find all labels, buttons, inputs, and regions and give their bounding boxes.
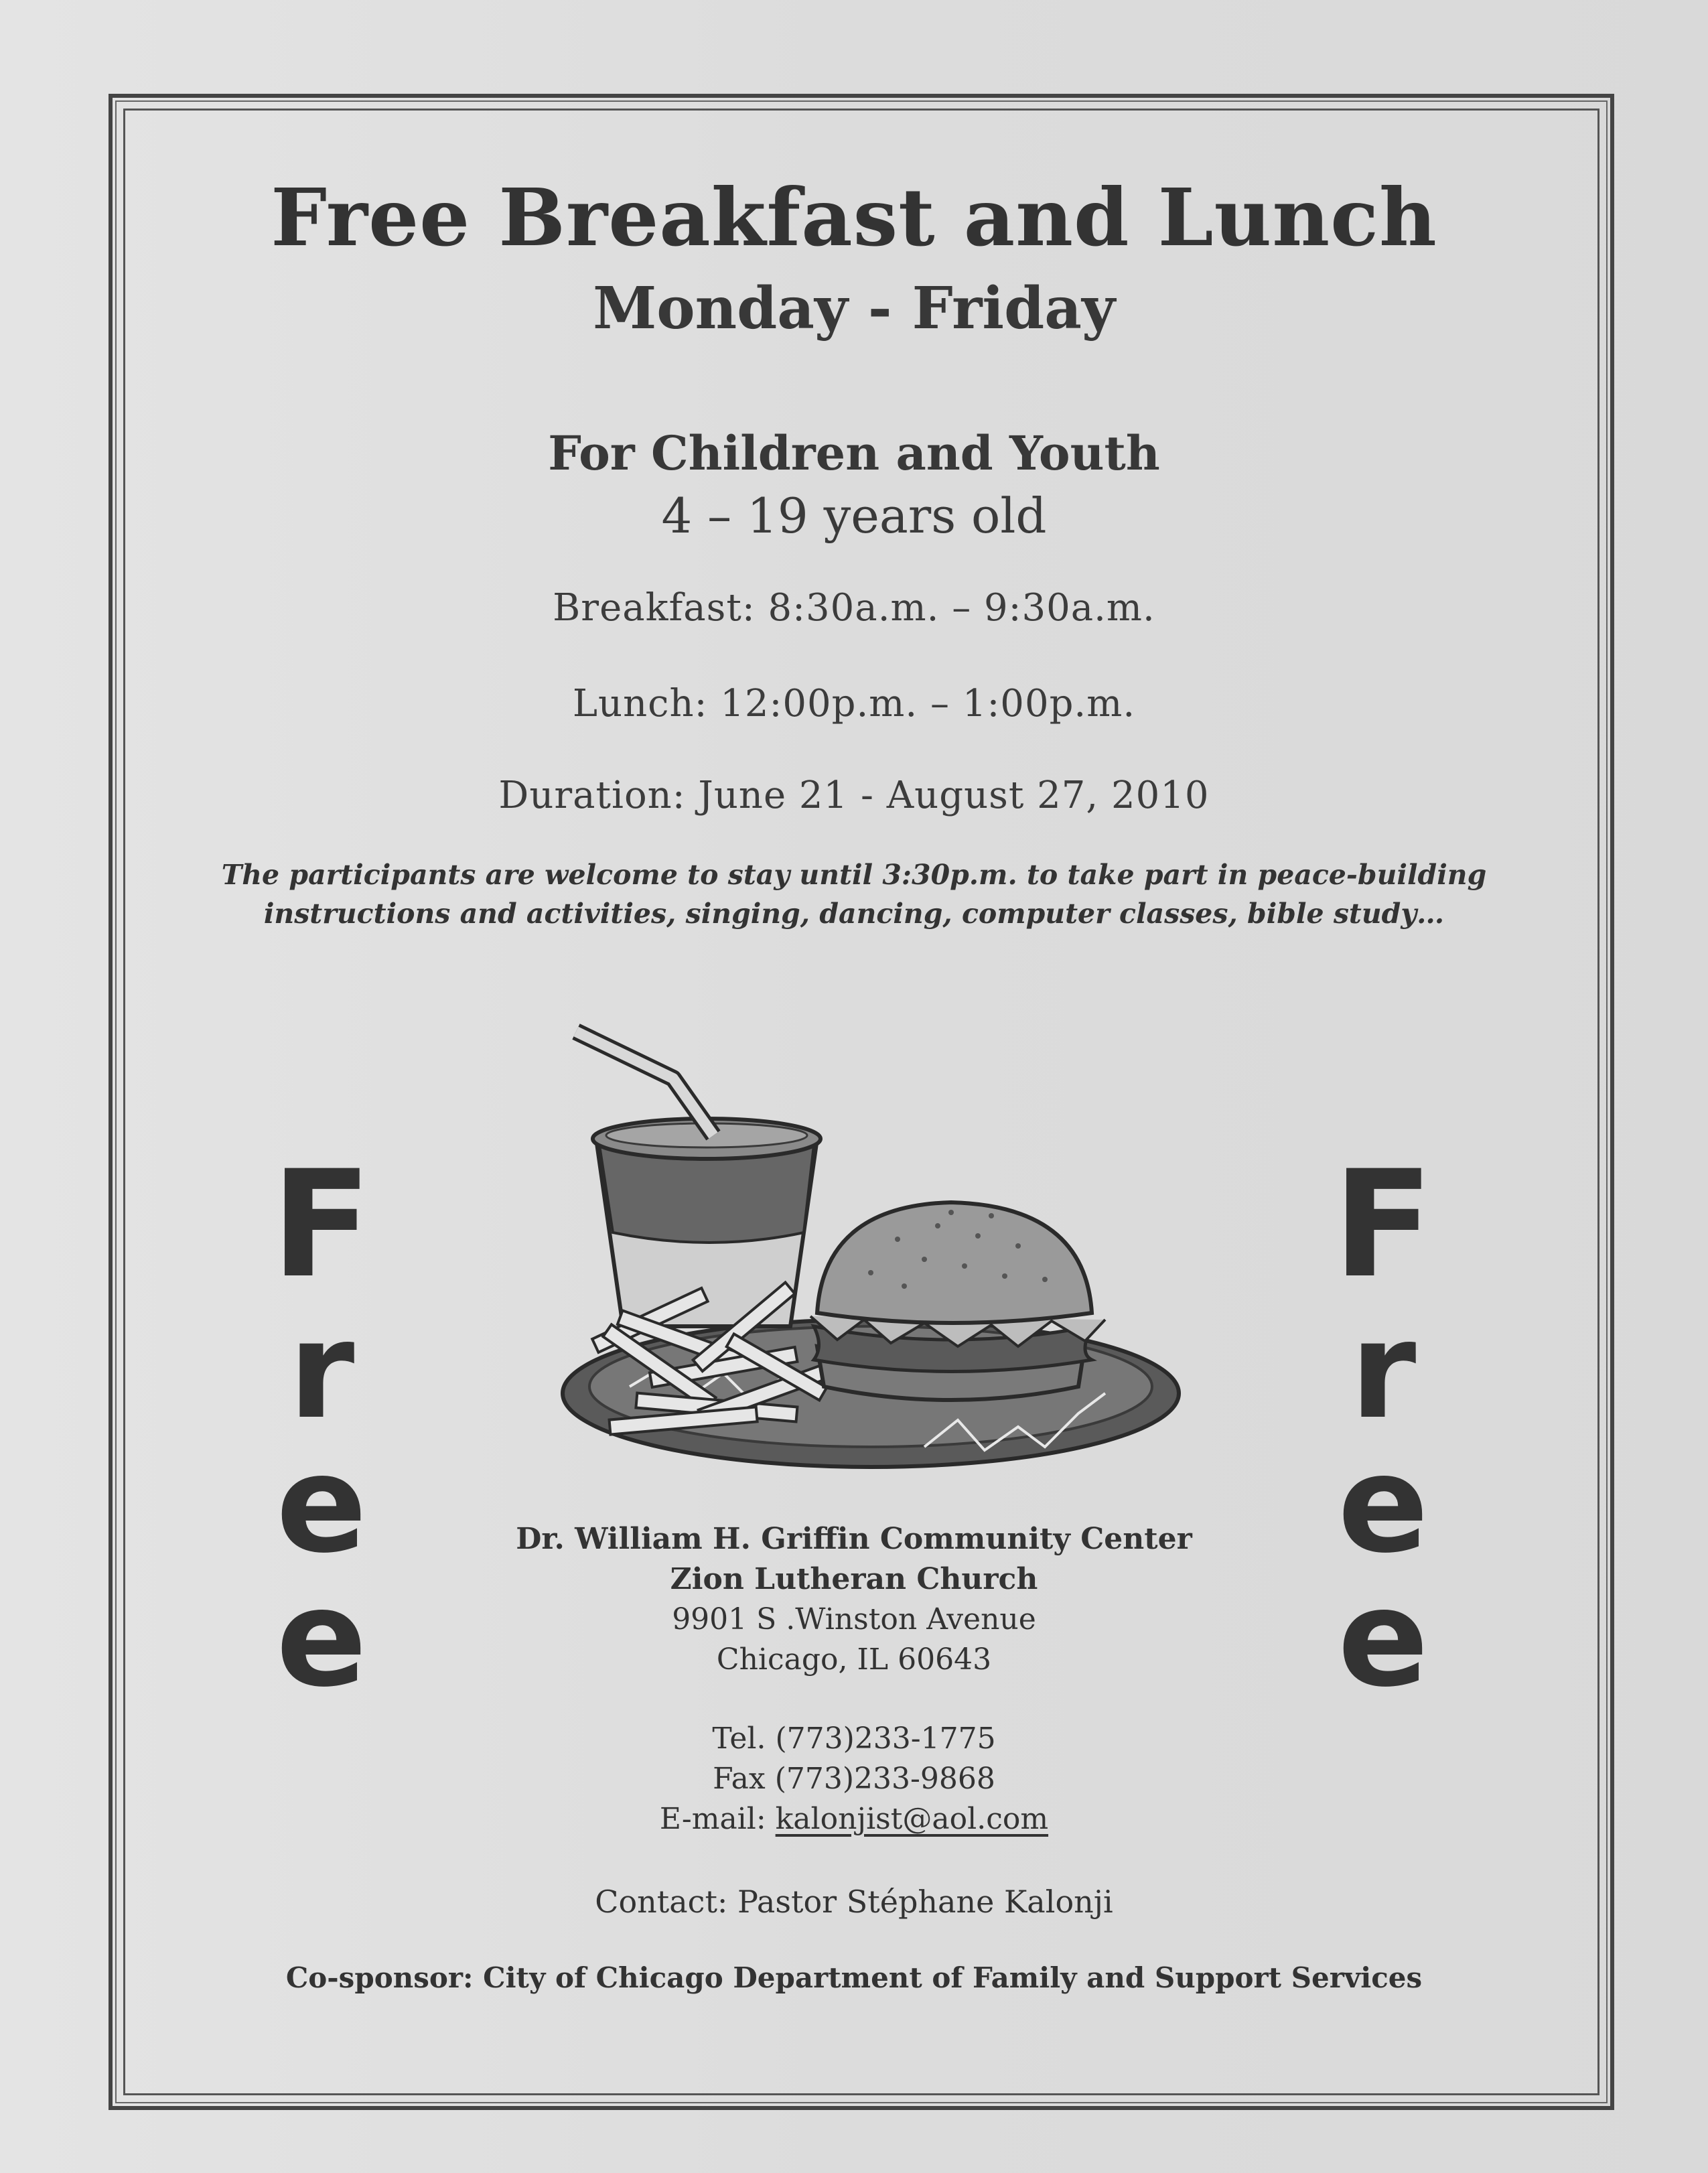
free-right-letter-e1: e <box>1338 1427 1429 1583</box>
email-line <box>0 1802 1708 1836</box>
audience-heading: For Children and Youth <box>548 425 1160 481</box>
cosponsor-line: Co-sponsor: City of Chicago Department of Family and Support Services <box>285 1961 1423 1994</box>
activities-note-line-1: The participants are welcome to stay until 3:30p.m. to take part in peace-building <box>221 859 1487 891</box>
city-state-zip: Chicago, IL 60643 <box>716 1642 992 1677</box>
venue-name: Dr. William H. Griffin Community Center <box>516 1522 1192 1556</box>
flyer-title: Free Breakfast and Lunch <box>271 171 1437 264</box>
free-left-letter-e1: e <box>276 1427 367 1583</box>
free-right-letter-e2: e <box>1338 1561 1429 1717</box>
days-subtitle: Monday - Friday <box>593 275 1115 342</box>
free-left-letter-r: r <box>288 1293 355 1449</box>
lunch-hours: Lunch: 12:00p.m. – 1:00p.m. <box>572 682 1136 725</box>
free-right-letter-f: F <box>1332 1139 1434 1310</box>
burger-fries-drink-icon <box>549 1011 1192 1480</box>
breakfast-hours: Breakfast: 8:30a.m. – 9:30a.m. <box>553 586 1155 630</box>
free-left-letter-f: F <box>271 1139 372 1310</box>
email-link[interactable]: kalonjist@aol.com <box>775 1802 1049 1836</box>
telephone-number: Tel. (773)233-1775 <box>712 1722 996 1756</box>
activities-note-line-2: instructions and activities, singing, dancing, computer classes, bible study… <box>263 898 1445 930</box>
email-label: E-mail: <box>659 1802 776 1836</box>
fax-number: Fax (773)233-9868 <box>713 1762 995 1796</box>
age-range: 4 – 19 years old <box>661 488 1047 544</box>
contact-person: Contact: Pastor Stéphane Kalonji <box>595 1884 1113 1920</box>
church-name: Zion Lutheran Church <box>670 1562 1038 1596</box>
program-duration: Duration: June 21 - August 27, 2010 <box>498 774 1210 817</box>
free-right-letter-r: r <box>1350 1293 1417 1449</box>
street-address: 9901 S .Winston Avenue <box>672 1602 1036 1636</box>
free-left-letter-e2: e <box>276 1561 367 1717</box>
